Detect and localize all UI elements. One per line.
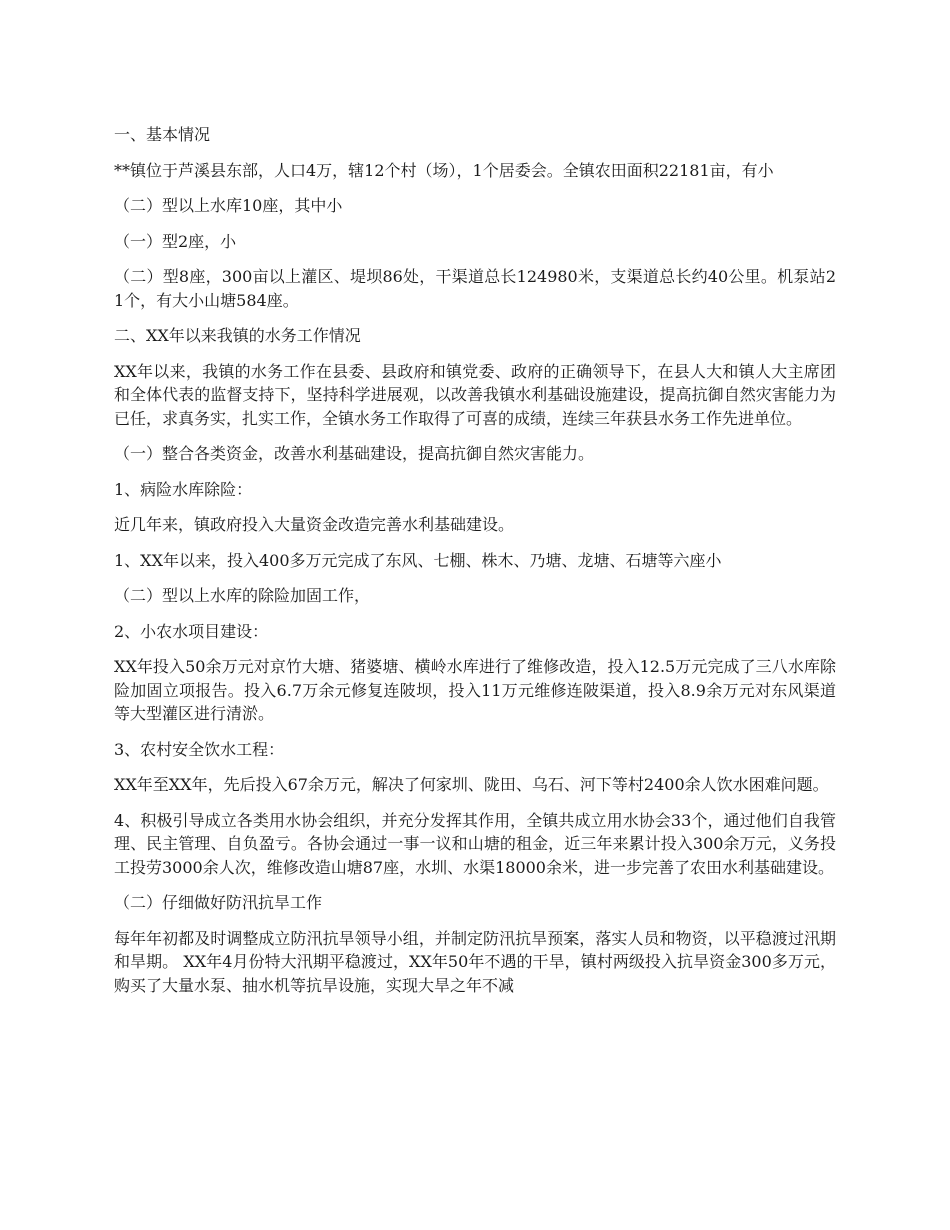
item-heading-reservoir-repair: 1、病险水库除险： [114,479,253,499]
paragraph-drinking-water: XX年至XX年，先后投入67余万元，解决了何家圳、陇田、乌石、河下等村2400余人饮水困难问题。 [114,775,829,794]
paragraph-town-overview: **镇位于芦溪县东部，人口4万，辖12个村（场），1个居委会。全镇农田面积22181亩，有小 [114,160,774,180]
item-heading-small-irrigation: 2、小农水项目建设： [114,621,269,641]
subheading-flood-drought: （二）仔细做好防汛抗旱工作 [114,893,323,912]
paragraph-reservoir-count: （二）型以上水库10座，其中小 [114,196,343,215]
item-heading-drinking-water: 3、农村安全饮水工程： [114,739,285,759]
paragraph-type-one: （一）型2座，小 [114,231,237,251]
subheading-integrate-funds: （一）整合各类资金，改善水利基础建设，提高抗御自然灾害能力。 [114,444,595,463]
paragraph-water-associations: 4、积极引导成立各类用水协会组织，并充分发挥其作用，全镇共成立用水协会33个，通过他们自我管理、民主管理、自负盈亏。各协会通过一事一议和山塘的租金，近三年来累计投入300余万元，义务投工投劳3000余人次，维修改造山塘87座，水圳、水渠18000余米，进一步完善了农田水利基础建设。 [114,810,836,877]
paragraph-work-summary: XX年以来，我镇的水务工作在县委、县政府和镇党委、政府的正确领导下，在县人大和镇人大主席团和全体代表的监督支持下，坚持科学进展观，以改善我镇水利基础设施建设，提高抗御自然灾害能力为已任，求真务实，扎实工作，全镇水务工作取得了可喜的成绩，连续三年获县水务工作先进单位。 [114,361,836,428]
section-heading-water-work: 二、XX年以来我镇的水务工作情况 [114,326,361,345]
paragraph-type-two: （二）型8座，300亩以上灌区、堤坝86处，干渠道总长124980米，支渠道总长约40公里。机泵站21个，有大小山塘584座。 [114,267,836,310]
paragraph-flood-drought: 每年年初都及时调整成立防汛抗旱领导小组，并制定防汛抗旱预案，落实人员和物资，以平稳渡过汛期和旱期。 XX年4月份特大汛期平稳渡过，XX年50年不遇的干旱，镇村两级投入抗旱资金300多万元，购买了大量水泵、抽水机等抗旱设施，实现大旱之年不减 [114,928,836,995]
paragraph-six-reservoirs: 1、XX年以来，投入400多万元完成了东风、七棚、株木、乃塘、龙塘、石塘等六座小 [114,550,722,570]
paragraph-recent-investment: 近几年来，镇政府投入大量资金改造完善水利基础建设。 [114,515,515,534]
section-heading-basic-info: 一、基本情况 [114,125,211,144]
document-body [114,123,836,1009]
paragraph-small-irrigation: XX年投入50余万元对京竹大塘、猪婆塘、横岭水库进行了维修改造，投入12.5万元完成了三八水库除险加固立项报告。投入6.7万余元修复连陂坝，投入11万元维修连陂渠道，投入8.9余万元对东风渠道等大型灌区进行清淤。 [114,657,836,723]
paragraph-reinforcement: （二）型以上水库的除险加固工作， [114,586,371,605]
